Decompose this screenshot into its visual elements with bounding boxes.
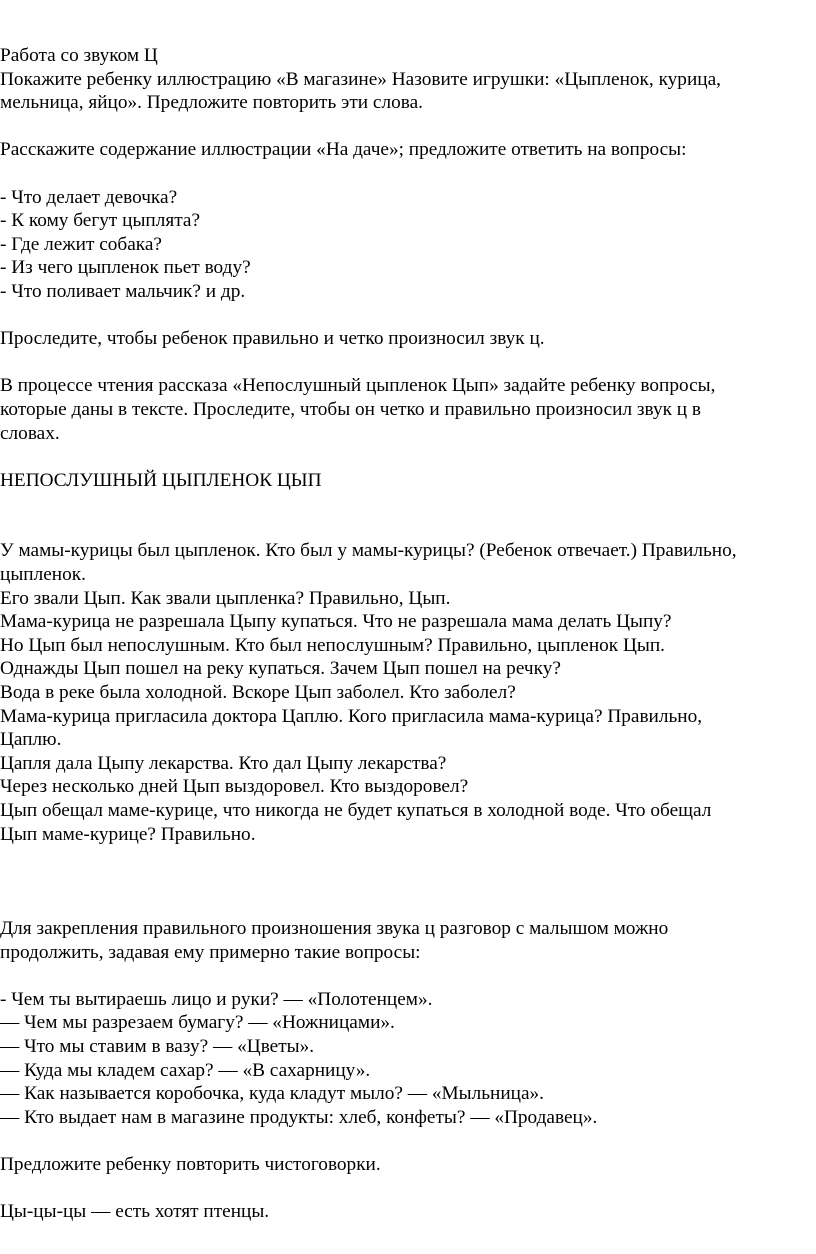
tongue-twister-prompt: Предложите ребенку повторить чистоговорки. xyxy=(0,1153,381,1175)
intro-line-1: Покажите ребенку иллюстрацию «В магазине» Назовите игрушки: «Цыпленок, курица, xyxy=(0,68,721,90)
dacha-question: - Что поливает мальчик? и др. xyxy=(0,280,246,302)
intro-line-2: мельница, яйцо». Предложите повторить эти слова. xyxy=(0,92,423,114)
spacer xyxy=(0,893,816,917)
reading-note-line: словах. xyxy=(0,422,60,444)
spacer xyxy=(0,351,816,375)
spacer xyxy=(0,115,816,139)
story-line: Через несколько дней Цып выздоровел. Кто выздоровел? xyxy=(0,776,469,798)
followup-line: Для закрепления правильного произношения звука ц разговор с малышом можно xyxy=(0,917,669,939)
spacer xyxy=(0,1177,816,1201)
spacer xyxy=(0,445,816,469)
followup-qa: — Куда мы кладем сахар? — «В сахарницу». xyxy=(0,1059,371,1081)
spacer xyxy=(0,870,816,894)
reading-note-line: В процессе чтения рассказа «Непослушный цыпленок Цып» задайте ребенку вопросы, xyxy=(0,375,716,397)
story-line: У мамы-курицы был цыпленок. Кто был у мамы-курицы? (Ребенок отвечает.) Правильно, xyxy=(0,540,737,562)
spacer xyxy=(0,304,816,328)
check-note: Проследите, чтобы ребенок правильно и четко произносил звук ц. xyxy=(0,328,545,350)
spacer xyxy=(0,964,816,988)
story-title: НЕПОСЛУШНЫЙ ЦЫПЛЕНОК ЦЫП xyxy=(0,469,322,491)
story-line: Цапля дала Цыпу лекарства. Кто дал Цыпу лекарства? xyxy=(0,752,447,774)
spacer xyxy=(0,1129,816,1153)
document-body xyxy=(0,44,816,1224)
spacer xyxy=(0,516,816,540)
story-line: Цаплю. xyxy=(0,729,62,751)
dacha-question: - Где лежит собака? xyxy=(0,233,162,255)
followup-qa: — Что мы ставим в вазу? — «Цветы». xyxy=(0,1035,315,1057)
story-line: Вода в реке была холодной. Вскоре Цып заболел. Кто заболел? xyxy=(0,682,516,704)
document-title: Работа со звуком Ц xyxy=(0,45,158,66)
story-line: Цып маме-курице? Правильно. xyxy=(0,823,256,845)
story-line: Мама-курица не разрешала Цыпу купаться. Что не разрешала мама делать Цыпу? xyxy=(0,611,672,633)
followup-qa: - Чем ты вытираешь лицо и руки? — «Полотенцем». xyxy=(0,988,433,1010)
spacer xyxy=(0,492,816,516)
story-line: Его звали Цып. Как звали цыпленка? Правильно, Цып. xyxy=(0,587,451,609)
dacha-question: - К кому бегут цыплята? xyxy=(0,210,201,232)
story-line: Цып обещал маме-курице, что никогда не будет купаться в холодной воде. Что обещал xyxy=(0,800,712,821)
story-line: Но Цып был непослушным. Кто был непослушным? Правильно, цыпленок Цып. xyxy=(0,634,666,656)
dacha-prompt: Расскажите содержание иллюстрации «На даче»; предложите ответить на вопросы: xyxy=(0,139,687,161)
story-line: цыпленок. xyxy=(0,564,86,586)
spacer xyxy=(0,162,816,186)
reading-note-line: которые даны в тексте. Проследите, чтобы он четко и правильно произносил звук ц в xyxy=(0,398,702,420)
spacer xyxy=(0,846,816,870)
tongue-twister: Цы-цы-цы — есть хотят птенцы. xyxy=(0,1201,270,1223)
followup-qa: — Как называется коробочка, куда кладут мыло? — «Мыльница». xyxy=(0,1083,544,1105)
followup-line: продолжить, задавая ему примерно такие вопросы: xyxy=(0,941,421,963)
dacha-question: - Что делает девочка? xyxy=(0,186,178,208)
dacha-question: - Из чего цыпленок пьет воду? xyxy=(0,257,251,279)
story-line: Однажды Цып пошел на реку купаться. Зачем Цып пошел на речку? xyxy=(0,658,561,680)
followup-qa: — Кто выдает нам в магазине продукты: хлеб, конфеты? — «Продавец». xyxy=(0,1106,598,1128)
followup-qa: — Чем мы разрезаем бумагу? — «Ножницами». xyxy=(0,1012,395,1034)
story-line: Мама-курица пригласила доктора Цаплю. Кого пригласила мама-курица? Правильно, xyxy=(0,705,703,727)
